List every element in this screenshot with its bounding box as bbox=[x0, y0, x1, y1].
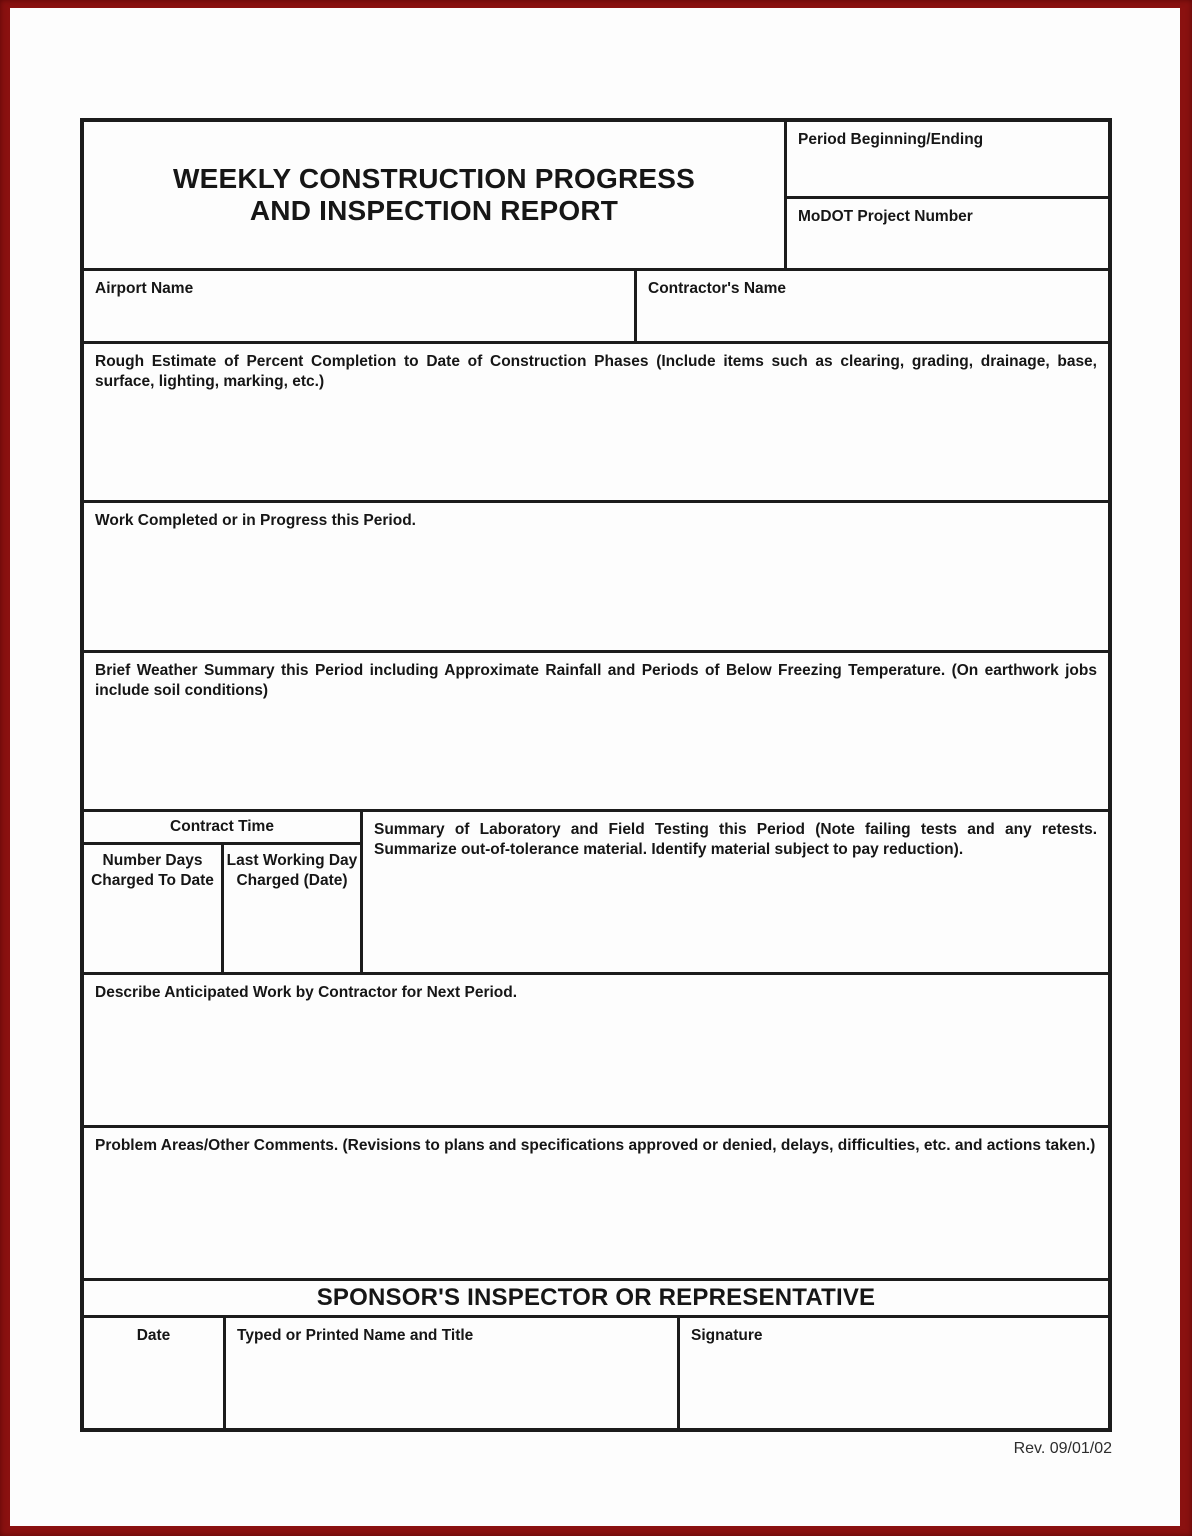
period-beginning-ending-label: Period Beginning/Ending bbox=[798, 131, 984, 148]
days-charged-label: Number Days Charged To Date bbox=[91, 852, 214, 889]
contract-time-header bbox=[84, 812, 360, 845]
lab-testing-field[interactable] bbox=[363, 812, 1108, 972]
revision-label: Rev. 09/01/02 bbox=[1013, 1440, 1112, 1457]
signature-label: Signature bbox=[691, 1327, 763, 1344]
lab-testing-label: Summary of Laboratory and Field Testing this Period (Note failing tests and any retests. Summarize out-of-tolerance material. Identify material subject to pay reduction). bbox=[374, 821, 1097, 858]
last-working-day-label: Last Working Day Charged (Date) bbox=[226, 852, 358, 889]
form-title-cell bbox=[84, 122, 787, 268]
last-working-day-field[interactable] bbox=[224, 845, 360, 972]
airport-name-label: Airport Name bbox=[95, 280, 194, 297]
contract-time-lab-row bbox=[84, 812, 1108, 975]
percent-completion-field[interactable] bbox=[84, 344, 1108, 503]
airport-name-field[interactable] bbox=[84, 271, 637, 341]
contractor-name-field[interactable] bbox=[637, 271, 1108, 341]
date-field[interactable] bbox=[84, 1318, 226, 1428]
weekly-progress-report-form bbox=[80, 118, 1112, 1432]
contractor-name-label: Contractor's Name bbox=[648, 280, 787, 297]
signature-field[interactable] bbox=[680, 1318, 1108, 1428]
paper-sheet bbox=[10, 8, 1180, 1526]
sponsor-banner bbox=[84, 1281, 1108, 1318]
weather-summary-label: Brief Weather Summary this Period including Approximate Rainfall and Periods of Below Freezing Temperature. (On earthwork jobs include soil conditions) bbox=[95, 662, 1097, 699]
work-completed-label: Work Completed or in Progress this Period. bbox=[95, 512, 416, 529]
form-title-line2: AND INSPECTION REPORT bbox=[249, 195, 619, 226]
modot-project-number-label: MoDOT Project Number bbox=[798, 208, 973, 225]
percent-completion-label: Rough Estimate of Percent Completion to Date of Construction Phases (Include items such as clearing, grading, drainage, base, surface, lighting, marking, etc.) bbox=[95, 353, 1097, 390]
contract-time-block bbox=[84, 812, 363, 972]
form-header-row bbox=[84, 122, 1108, 271]
modot-project-number-field[interactable] bbox=[787, 199, 1108, 268]
contract-time-label: Contract Time bbox=[170, 818, 274, 836]
anticipated-work-label: Describe Anticipated Work by Contractor for Next Period. bbox=[95, 984, 518, 1001]
parties-row bbox=[84, 271, 1108, 344]
days-charged-field[interactable] bbox=[84, 845, 224, 972]
sponsor-banner-label: SPONSOR'S INSPECTOR OR REPRESENTATIVE bbox=[316, 1284, 876, 1311]
form-title-line1: WEEKLY CONSTRUCTION PROGRESS bbox=[172, 162, 696, 194]
date-label: Date bbox=[136, 1327, 171, 1344]
weather-summary-field[interactable] bbox=[84, 653, 1108, 812]
header-right-column bbox=[787, 122, 1108, 268]
period-beginning-ending-field[interactable] bbox=[787, 122, 1108, 199]
printed-name-title-label: Typed or Printed Name and Title bbox=[237, 1327, 474, 1344]
form-title bbox=[173, 163, 695, 227]
problem-areas-label: Problem Areas/Other Comments. (Revisions to plans and specifications approved or denied, delays, difficulties, etc. and actions taken.) bbox=[95, 1137, 1096, 1154]
work-completed-field[interactable] bbox=[84, 503, 1108, 653]
signature-row bbox=[84, 1318, 1108, 1428]
problem-areas-field[interactable] bbox=[84, 1128, 1108, 1281]
contract-time-columns bbox=[84, 845, 360, 972]
anticipated-work-field[interactable] bbox=[84, 975, 1108, 1128]
printed-name-title-field[interactable] bbox=[226, 1318, 680, 1428]
